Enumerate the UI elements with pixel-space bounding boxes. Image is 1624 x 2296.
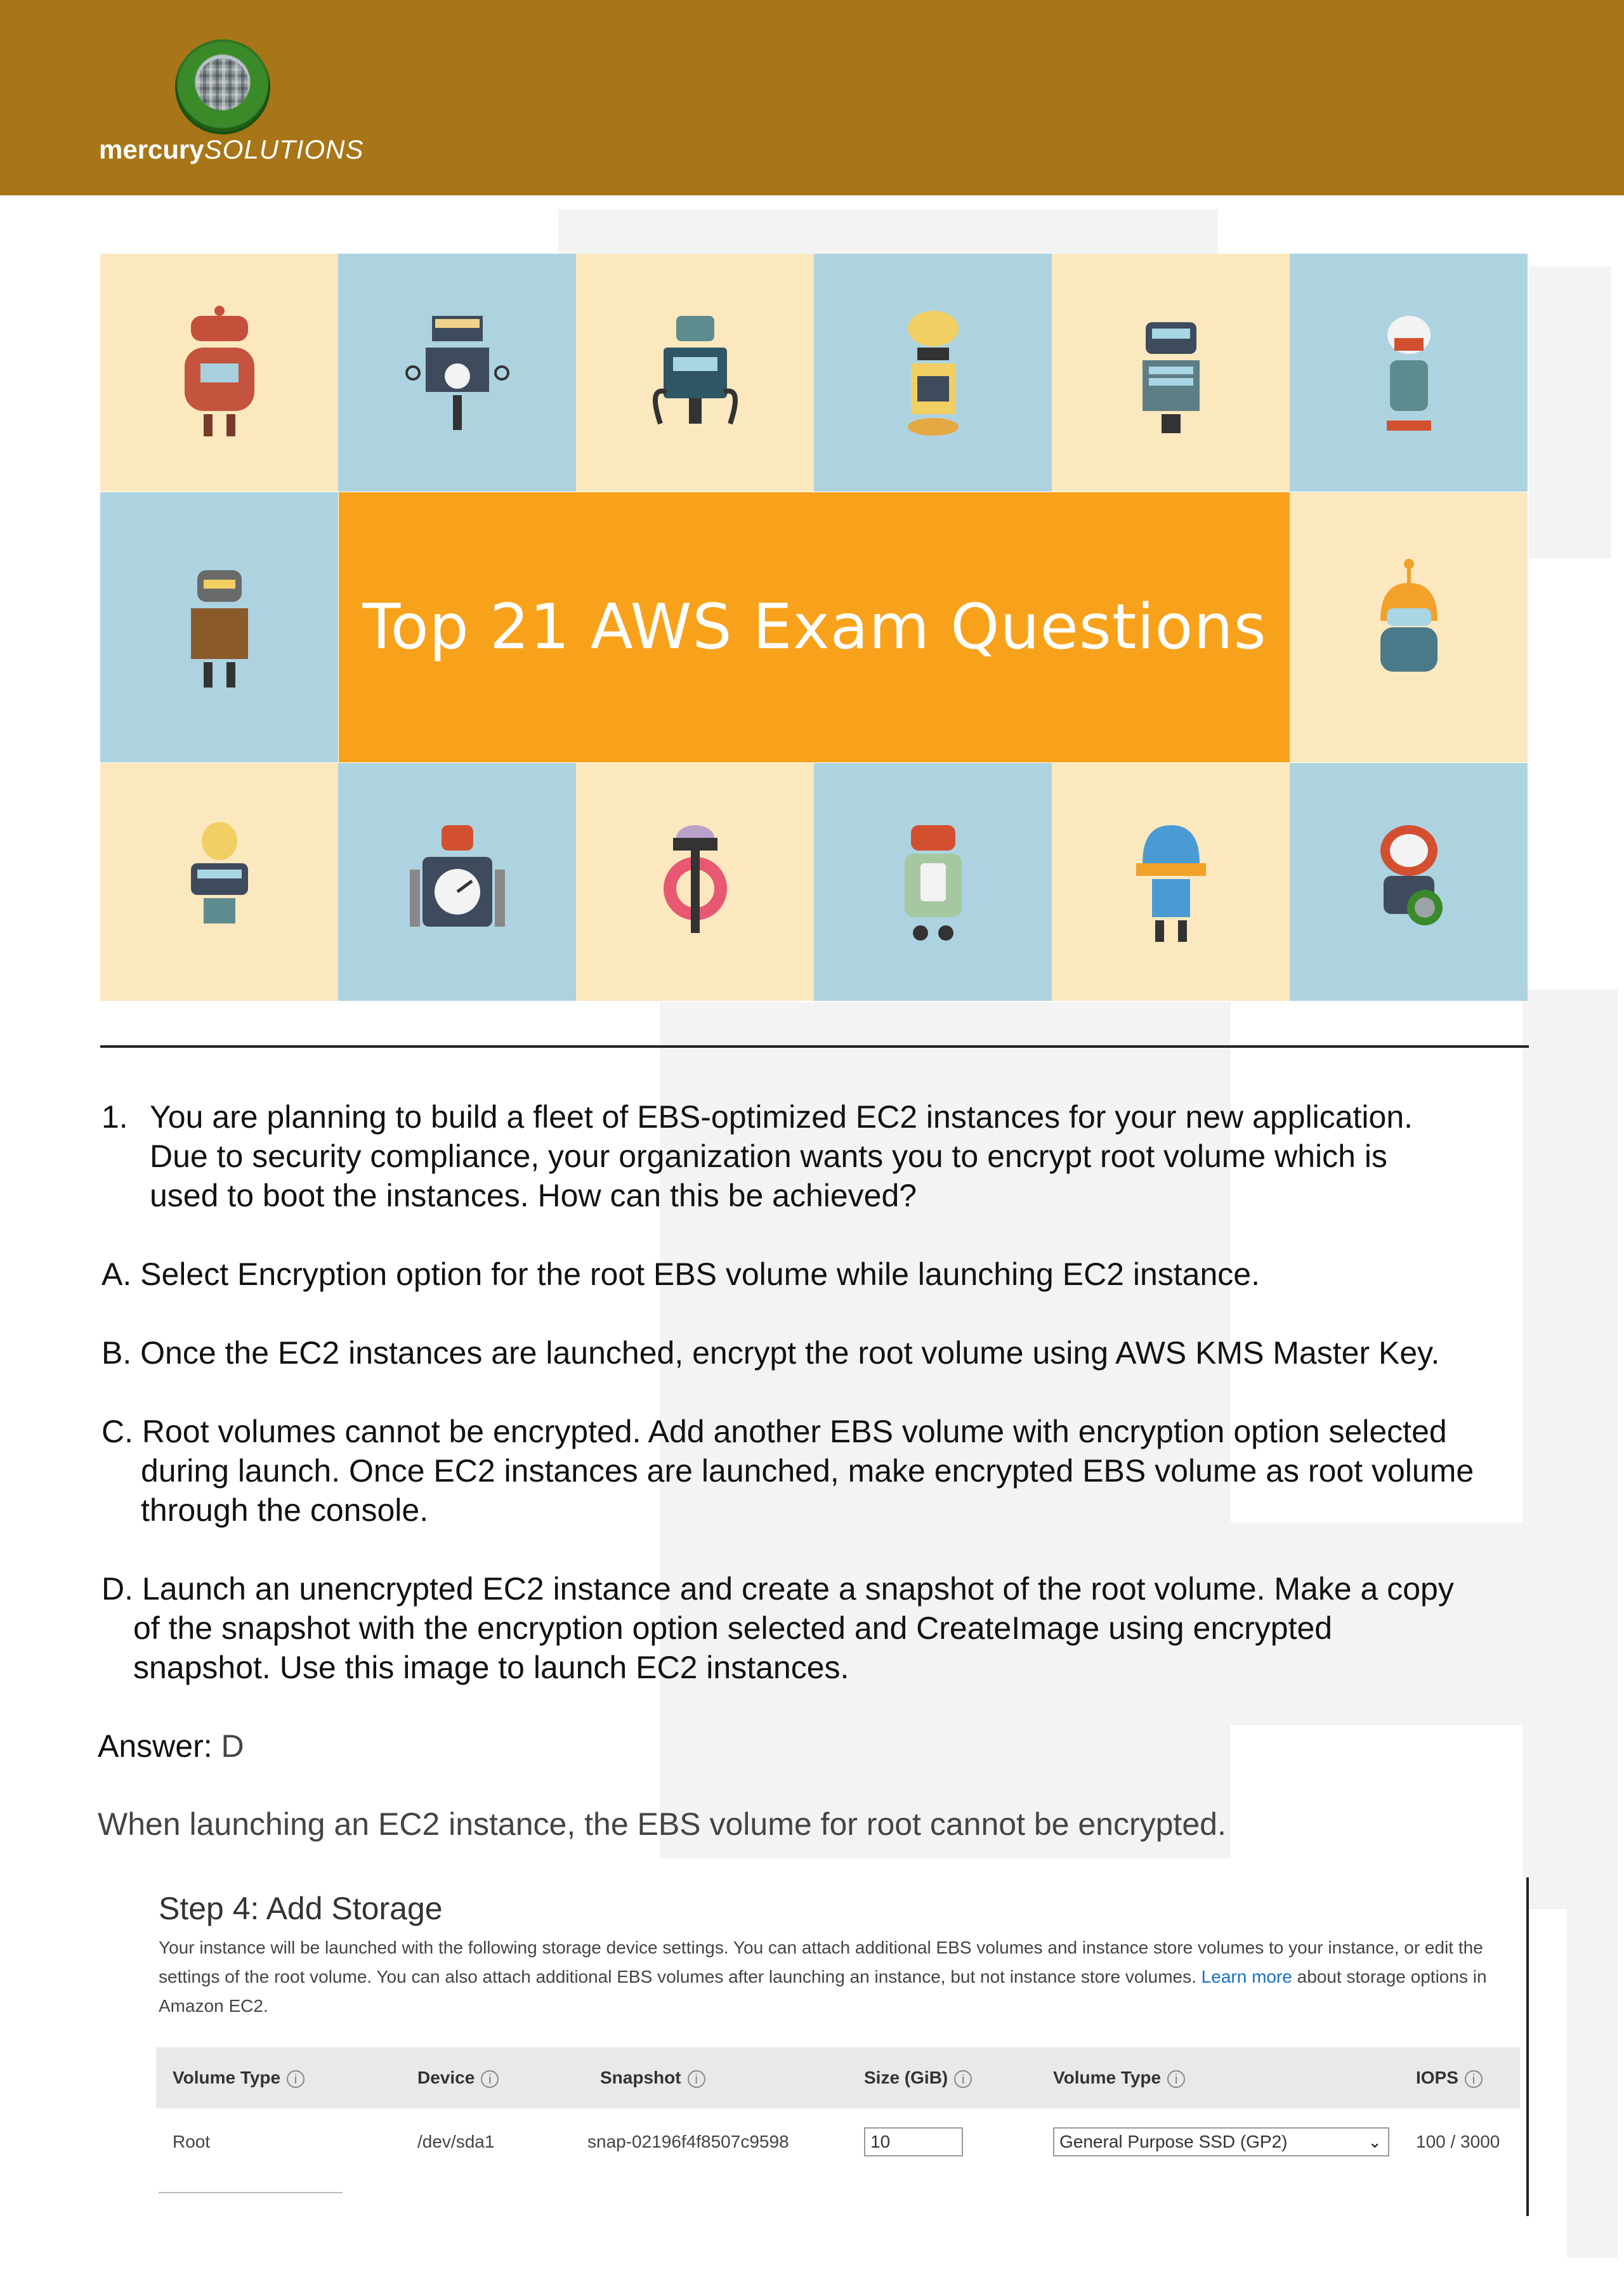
- robot-tile: [1052, 763, 1290, 1001]
- learn-more-link[interactable]: Learn more: [1201, 1967, 1292, 1986]
- option-d-line: of the snapshot with the encryption option selected and CreateImage using encrypted: [133, 1610, 1333, 1646]
- robot-tile: [814, 763, 1052, 1001]
- robot-tile: [1290, 254, 1528, 492]
- background-block: [1529, 266, 1611, 558]
- option-a: A. Select Encryption option for the root EBS volume while launching EC2 instance.: [102, 1256, 1261, 1292]
- robot-tile: [1290, 763, 1528, 1001]
- answer-value: D: [221, 1728, 244, 1764]
- robot-icon: [172, 303, 267, 443]
- info-icon[interactable]: i: [287, 2070, 304, 2088]
- robot-icon: [873, 812, 993, 952]
- option-c-line: through the console.: [141, 1492, 429, 1528]
- robot-icon: [1349, 812, 1469, 952]
- row-iops: 100 / 3000: [1416, 2132, 1500, 2151]
- robot-tile: [814, 254, 1052, 492]
- question-line: You are planning to build a fleet of EBS-optimized EC2 instances for your new application.: [150, 1099, 1413, 1135]
- column-header: Volume Type i: [1053, 2047, 1185, 2108]
- volume-type-select[interactable]: General Purpose SSD (GP2) ⌄: [1053, 2127, 1389, 2156]
- screenshot-border: [1526, 1877, 1529, 2216]
- robot-icon: [879, 303, 987, 443]
- background-block: [1567, 1839, 1618, 2258]
- robot-icon: [1355, 558, 1463, 697]
- robot-icon: [1111, 812, 1231, 952]
- add-volume-button-stub: [159, 2192, 343, 2198]
- explanation: When launching an EC2 instance, the EBS volume for root cannot be encrypted.: [98, 1806, 1226, 1842]
- option-d-line: snapshot. Use this image to launch EC2 instances.: [133, 1650, 849, 1685]
- banner-title: Top 21 AWS Exam Questions: [362, 591, 1267, 663]
- background-block: [558, 209, 1218, 254]
- size-input[interactable]: 10: [864, 2127, 963, 2156]
- robot-icon: [166, 558, 273, 697]
- question-line: used to boot the instances. How can this be achieved?: [150, 1178, 917, 1213]
- robot-tile: [338, 763, 576, 1001]
- info-icon[interactable]: i: [1465, 2070, 1483, 2088]
- robot-tile: [1052, 254, 1290, 492]
- robot-tile: [100, 492, 338, 762]
- storage-table-header: [156, 2047, 1520, 2108]
- column-header: Volume Type i: [173, 2047, 304, 2108]
- robot-icon: [635, 303, 756, 443]
- mercury-logo-icon: [175, 39, 270, 134]
- step-description: Your instance will be launched with the following storage device settings. You can attach additional EBS volumes and instance store volumes to your instance, or edit the settings of the root volume. You can also attach additional EBS volumes after launching an instance, but not instance store volumes. Learn more about storage options in Amazon EC2.: [159, 1938, 1487, 2016]
- banner-title-panel: [339, 492, 1290, 762]
- logo-wordmark: mercurySOLUTIONS: [99, 134, 364, 164]
- answer: [98, 1726, 244, 1766]
- hero-banner: [100, 254, 1529, 1002]
- robot-icon: [1111, 303, 1231, 443]
- option-d: D. Launch an unencrypted EC2 instance and create a snapshot of the root volume. Make a copy: [102, 1571, 1454, 1607]
- robot-icon: [166, 812, 273, 952]
- question-number: 1.: [102, 1099, 128, 1135]
- column-header: Device i: [417, 2047, 499, 2108]
- robot-icon: [1355, 303, 1463, 443]
- column-header: Size (GiB) i: [864, 2047, 972, 2108]
- robot-tile: [100, 763, 338, 1001]
- column-header: Snapshot i: [600, 2047, 705, 2108]
- page-header: [0, 0, 1624, 195]
- info-icon[interactable]: i: [688, 2070, 705, 2088]
- aws-console-screenshot: [146, 1877, 1529, 2233]
- background-block: [1522, 989, 1618, 1909]
- info-icon[interactable]: i: [481, 2070, 499, 2088]
- column-header: IOPS i: [1416, 2047, 1483, 2108]
- option-c: C. Root volumes cannot be encrypted. Add another EBS volume with encryption option selected: [102, 1414, 1447, 1449]
- option-c-line: during launch. Once EC2 instances are launched, make encrypted EBS volume as root volume: [141, 1453, 1474, 1489]
- chevron-down-icon: ⌄: [1368, 2132, 1382, 2151]
- row-snapshot: snap-02196f4f8507c9598: [587, 2132, 789, 2151]
- robot-tile: [576, 763, 814, 1001]
- robot-tile: [1290, 492, 1528, 762]
- row-device: /dev/sda1: [417, 2132, 495, 2151]
- robot-icon: [635, 812, 756, 952]
- robot-tile: [576, 254, 814, 492]
- answer-label: Answer:: [98, 1728, 213, 1764]
- question-line: Due to security compliance, your organization wants you to encrypt root volume which is: [150, 1138, 1387, 1174]
- robot-tile: [100, 254, 338, 492]
- step-title: Step 4: Add Storage: [159, 1891, 443, 1926]
- info-icon[interactable]: i: [954, 2070, 972, 2088]
- option-b: B. Once the EC2 instances are launched, encrypt the root volume using AWS KMS Master Key.: [102, 1335, 1440, 1371]
- info-icon[interactable]: i: [1167, 2070, 1185, 2088]
- section-divider: [100, 1045, 1529, 1048]
- row-volume-type: Root: [173, 2132, 211, 2151]
- robot-icon: [397, 812, 518, 952]
- robot-tile: [338, 254, 576, 492]
- robot-icon: [397, 303, 518, 443]
